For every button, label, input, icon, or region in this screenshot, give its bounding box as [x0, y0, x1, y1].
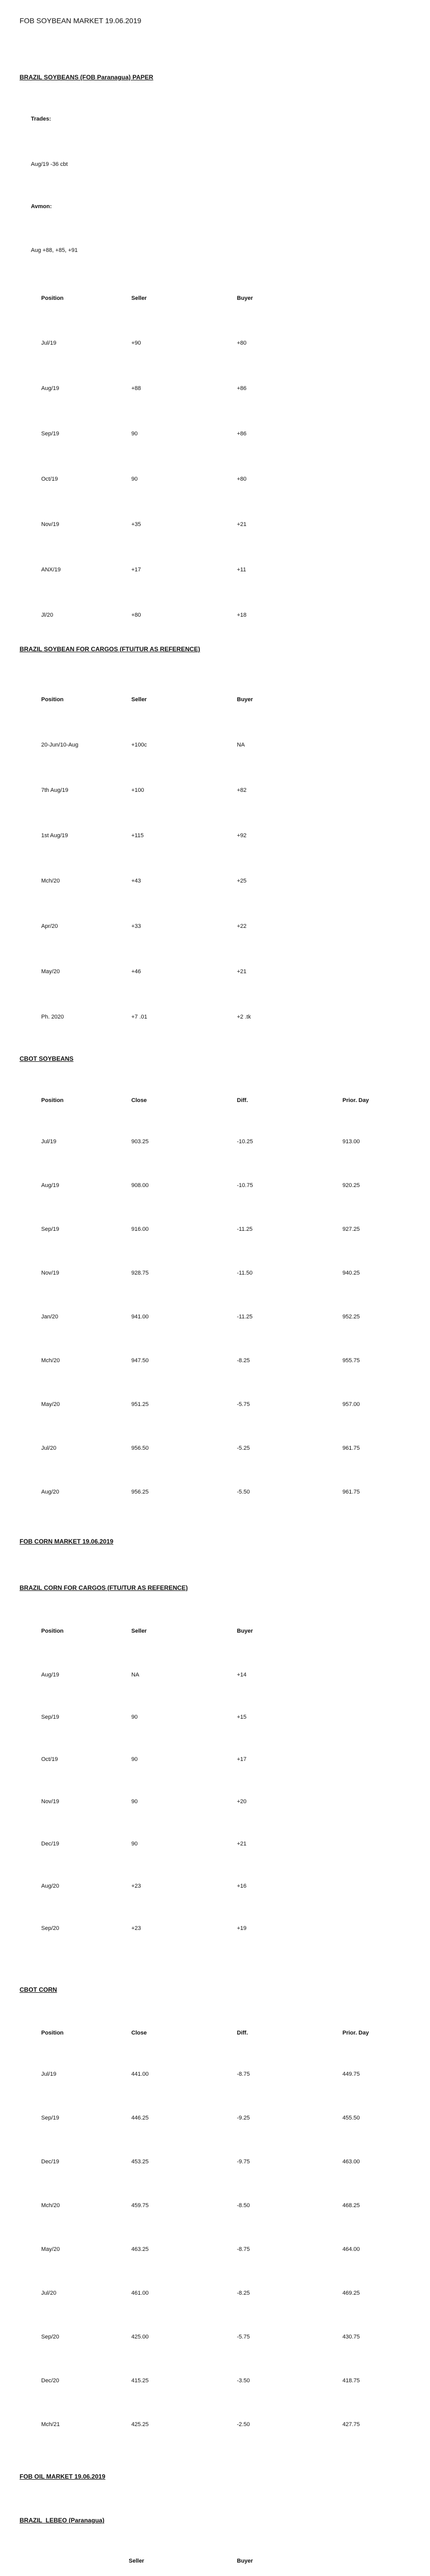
- table-cell: +25: [237, 878, 247, 884]
- table-cell: +21: [237, 1841, 247, 1847]
- table-cell: Aug/20: [41, 1883, 59, 1889]
- table-row: [0, 385, 430, 394]
- table-row: [0, 1182, 430, 1191]
- table-row: [0, 1139, 430, 1147]
- table-cell: +23: [131, 1883, 141, 1889]
- table-row: [0, 567, 430, 575]
- table-cell: 459.75: [131, 2202, 149, 2209]
- table-row: [0, 2378, 430, 2386]
- table-cell: 956.25: [131, 1489, 149, 1495]
- table-cell: Sep/19: [41, 2115, 59, 2121]
- table-row: [0, 1714, 430, 1722]
- table-row: [0, 1014, 430, 1022]
- table-cell: 908.00: [131, 1182, 149, 1189]
- table-cell: Aug/19: [41, 385, 59, 392]
- table-cell: 940.25: [342, 1270, 360, 1276]
- table-cell: Mch/20: [41, 2202, 60, 2209]
- column-header: Position: [41, 1628, 64, 1634]
- table-row: [0, 742, 430, 750]
- table-cell: NA: [131, 1672, 140, 1678]
- table-cell: +2 .tk: [237, 1014, 251, 1020]
- table-row: [0, 431, 430, 439]
- table-row: [0, 476, 430, 484]
- table-row: [0, 340, 430, 348]
- table-cell: Nov/19: [41, 521, 59, 528]
- table-cell: +22: [237, 923, 247, 929]
- avmon-label: Avmon:: [31, 204, 52, 210]
- avmon-value: Aug +88, +85, +91: [31, 247, 78, 253]
- table-cell: Jul/19: [41, 340, 57, 346]
- table-cell: 90: [131, 431, 138, 437]
- table-cell: 947.50: [131, 1358, 149, 1364]
- column-header: Close: [131, 2030, 147, 2036]
- table-cell: 463.25: [131, 2246, 149, 2252]
- table-cell: +35: [131, 521, 141, 528]
- table-cell: -11.25: [237, 1226, 253, 1232]
- table-cell: Aug/20: [41, 1489, 59, 1495]
- table-row: [0, 2246, 430, 2255]
- column-header: Close: [131, 1097, 147, 1104]
- table-row: [0, 1489, 430, 1497]
- table-cell: 461.00: [131, 2290, 149, 2296]
- column-header: Seller: [131, 697, 147, 703]
- table-cell: 928.75: [131, 1270, 149, 1276]
- table-cell: Nov/19: [41, 1799, 59, 1805]
- section-title-cbot-soybeans: CBOT SOYBEANS: [20, 1055, 74, 1062]
- table-row: [0, 1883, 430, 1891]
- table-row: [0, 1401, 430, 1410]
- column-header: Diff.: [237, 1097, 248, 1104]
- column-header: Prior. Day: [342, 1097, 369, 1104]
- table-row: [0, 1270, 430, 1278]
- table-cell: ANX/19: [41, 567, 61, 573]
- table-header: [0, 1097, 430, 1106]
- table-cell: -8.25: [237, 1358, 250, 1364]
- table-cell: Apr/20: [41, 923, 58, 929]
- table-cell: -8.75: [237, 2071, 250, 2077]
- table-cell: Sep/20: [41, 2334, 59, 2340]
- table-cell: +46: [131, 969, 141, 975]
- section-title-brazil-oil: BRAZIL_LEBEO (Paranagua): [20, 2517, 105, 2524]
- table-cell: 20-Jun/10-Aug: [41, 742, 79, 748]
- column-header: Seller: [131, 1628, 147, 1634]
- table-cell: May/20: [41, 1401, 60, 1408]
- table-cell: Jan/20: [41, 1314, 59, 1320]
- table-cell: May/20: [41, 969, 60, 975]
- column-header: Position: [41, 2030, 64, 2036]
- table-cell: Mch/21: [41, 2421, 60, 2428]
- table-cell: Dec/20: [41, 2378, 59, 2384]
- table-cell: 90: [131, 476, 138, 482]
- column-header: Position: [41, 1097, 64, 1104]
- table-cell: Oct/19: [41, 1756, 58, 1762]
- table-row: [0, 612, 430, 620]
- table-cell: -5.75: [237, 1401, 250, 1408]
- group-header-buyer: Buyer: [237, 2558, 253, 2564]
- table-cell: 7th Aug/19: [41, 787, 68, 793]
- table-cell: -3.50: [237, 2378, 250, 2384]
- table-cell: +100: [131, 787, 144, 793]
- table-cell: Jul/19: [41, 1139, 57, 1145]
- table-cell: +17: [131, 567, 141, 573]
- table-cell: +11: [237, 567, 246, 573]
- table-cell: 418.75: [342, 2378, 360, 2384]
- table-cell: 469.25: [342, 2290, 360, 2296]
- section-title-corn-market: FOB CORN MARKET 19.06.2019: [20, 1538, 114, 1545]
- table-cell: 956.50: [131, 1445, 149, 1451]
- section-title-brazil-cargos: BRAZIL SOYBEAN FOR CARGOS (FTU/TUR AS REFERENCE): [20, 646, 200, 653]
- table-cell: 955.75: [342, 1358, 360, 1364]
- table-cell: Jl/20: [41, 612, 54, 618]
- table-cell: +7 .01: [131, 1014, 147, 1020]
- trades-value: Aug/19 -36 cbt: [31, 161, 68, 167]
- table-cell: 913.00: [342, 1139, 360, 1145]
- table-row: [0, 1226, 430, 1234]
- table-cell: Dec/19: [41, 1841, 59, 1847]
- table-cell: 916.00: [131, 1226, 149, 1232]
- table-cell: 441.00: [131, 2071, 149, 2077]
- table-cell: 90: [131, 1799, 138, 1805]
- table-cell: +80: [237, 340, 247, 346]
- table-row: [0, 1314, 430, 1322]
- table-cell: +115: [131, 833, 144, 839]
- table-cell: +21: [237, 521, 247, 528]
- doc-title: FOB SOYBEAN MARKET 19.06.2019: [20, 16, 142, 25]
- table-row: [0, 2290, 430, 2298]
- table-header: [0, 697, 430, 705]
- table-cell: +88: [131, 385, 141, 392]
- table-cell: Sep/20: [41, 1925, 59, 1931]
- table-cell: +80: [237, 476, 247, 482]
- table-cell: 952.25: [342, 1314, 360, 1320]
- table-cell: 446.25: [131, 2115, 149, 2121]
- table-cell: 90: [131, 1841, 138, 1847]
- group-header: [0, 2558, 430, 2566]
- table-cell: NA: [237, 742, 245, 748]
- table-cell: Mch/20: [41, 1358, 60, 1364]
- table-cell: +19: [237, 1925, 247, 1931]
- table-header: [0, 2030, 430, 2038]
- table-cell: 453.25: [131, 2159, 149, 2165]
- table-row: [0, 1672, 430, 1680]
- table-row: [0, 1445, 430, 1453]
- table-row: [0, 878, 430, 886]
- column-header: Diff.: [237, 2030, 248, 2036]
- table-row: [0, 833, 430, 841]
- table-cell: 464.00: [342, 2246, 360, 2252]
- table-row: [0, 1756, 430, 1765]
- table-cell: +16: [237, 1883, 247, 1889]
- table-cell: Mch/20: [41, 878, 60, 884]
- table-cell: May/20: [41, 2246, 60, 2252]
- table-cell: +100c: [131, 742, 147, 748]
- column-header: Position: [41, 697, 64, 703]
- table-row: [0, 2115, 430, 2123]
- table-row: [0, 1358, 430, 1366]
- table-row: [0, 1841, 430, 1849]
- table-cell: -8.25: [237, 2290, 250, 2296]
- table-cell: 957.00: [342, 1401, 360, 1408]
- table-cell: 961.75: [342, 1445, 360, 1451]
- table-cell: +86: [237, 385, 247, 392]
- table-cell: +14: [237, 1672, 247, 1678]
- table-cell: Sep/19: [41, 431, 59, 437]
- table-cell: +15: [237, 1714, 247, 1720]
- table-cell: 920.25: [342, 1182, 360, 1189]
- table-cell: +21: [237, 969, 247, 975]
- table-cell: 425.25: [131, 2421, 149, 2428]
- table-cell: Dec/19: [41, 2159, 59, 2165]
- table-cell: +43: [131, 878, 141, 884]
- table-cell: 903.25: [131, 1139, 149, 1145]
- table-row: [0, 2202, 430, 2211]
- column-header: Buyer: [237, 697, 253, 703]
- section-title-cbot-corn: CBOT CORN: [20, 1986, 57, 1993]
- table-cell: -5.50: [237, 1489, 250, 1495]
- table-cell: Aug/19: [41, 1672, 59, 1678]
- table-cell: -10.25: [237, 1139, 253, 1145]
- table-row: [0, 2159, 430, 2167]
- table-cell: +23: [131, 1925, 141, 1931]
- table-cell: Sep/19: [41, 1226, 59, 1232]
- table-cell: 927.25: [342, 1226, 360, 1232]
- table-cell: -8.50: [237, 2202, 250, 2209]
- table-cell: +33: [131, 923, 141, 929]
- column-header: Buyer: [237, 1628, 253, 1634]
- section-title-brazil-paper: BRAZIL SOYBEANS (FOB Paranagua) PAPER: [20, 74, 153, 81]
- table-cell: +20: [237, 1799, 247, 1805]
- table-cell: 415.25: [131, 2378, 149, 2384]
- table-row: [0, 2334, 430, 2342]
- table-header: [0, 295, 430, 303]
- table-cell: +80: [131, 612, 141, 618]
- table-row: [0, 787, 430, 795]
- table-cell: -11.25: [237, 1314, 253, 1320]
- table-cell: 468.25: [342, 2202, 360, 2209]
- table-cell: -5.25: [237, 1445, 250, 1451]
- table-cell: +86: [237, 431, 247, 437]
- table-cell: Ph. 2020: [41, 1014, 64, 1020]
- table-cell: 90: [131, 1714, 138, 1720]
- table-cell: Jul/20: [41, 1445, 57, 1451]
- table-cell: +17: [237, 1756, 247, 1762]
- table-cell: Jul/20: [41, 2290, 57, 2296]
- table-cell: 941.00: [131, 1314, 149, 1320]
- table-row: [0, 969, 430, 977]
- table-cell: +90: [131, 340, 141, 346]
- table-cell: 951.25: [131, 1401, 149, 1408]
- table-row: [0, 923, 430, 931]
- table-cell: +18: [237, 612, 247, 618]
- table-cell: -2.50: [237, 2421, 250, 2428]
- table-row: [0, 2421, 430, 2430]
- table-row: [0, 521, 430, 530]
- table-cell: +92: [237, 833, 247, 839]
- table-cell: Aug/19: [41, 1182, 59, 1189]
- table-cell: 427.75: [342, 2421, 360, 2428]
- table-cell: -5.75: [237, 2334, 250, 2340]
- table-header: [0, 1628, 430, 1636]
- table-row: [0, 2071, 430, 2079]
- table-cell: 425.00: [131, 2334, 149, 2340]
- table-row: [0, 1925, 430, 1934]
- table-cell: 961.75: [342, 1489, 360, 1495]
- table-cell: -11.50: [237, 1270, 253, 1276]
- table-cell: Jul/19: [41, 2071, 57, 2077]
- section-title-oil-market: FOB OIL MARKET 19.06.2019: [20, 2473, 106, 2480]
- table-row: [0, 1799, 430, 1807]
- table-cell: +82: [237, 787, 247, 793]
- table-cell: Nov/19: [41, 1270, 59, 1276]
- table-cell: 455.50: [342, 2115, 360, 2121]
- table-cell: -9.25: [237, 2115, 250, 2121]
- section-title-brazil-corn: BRAZIL CORN FOR CARGOS (FTU/TUR AS REFERENCE): [20, 1584, 188, 1591]
- table-cell: Oct/19: [41, 476, 58, 482]
- table-cell: -8.75: [237, 2246, 250, 2252]
- column-header: Prior. Day: [342, 2030, 369, 2036]
- group-header-seller: Seller: [129, 2558, 144, 2564]
- column-header: Seller: [131, 295, 147, 301]
- table-cell: 1st Aug/19: [41, 833, 68, 839]
- table-cell: -10.75: [237, 1182, 253, 1189]
- table-cell: Sep/19: [41, 1714, 59, 1720]
- table-cell: 449.75: [342, 2071, 360, 2077]
- column-header: Position: [41, 295, 64, 301]
- table-cell: 90: [131, 1756, 138, 1762]
- table-cell: -9.75: [237, 2159, 250, 2165]
- column-header: Buyer: [237, 295, 253, 301]
- table-cell: 430.75: [342, 2334, 360, 2340]
- trades-label: Trades:: [31, 116, 51, 122]
- table-cell: 463.00: [342, 2159, 360, 2165]
